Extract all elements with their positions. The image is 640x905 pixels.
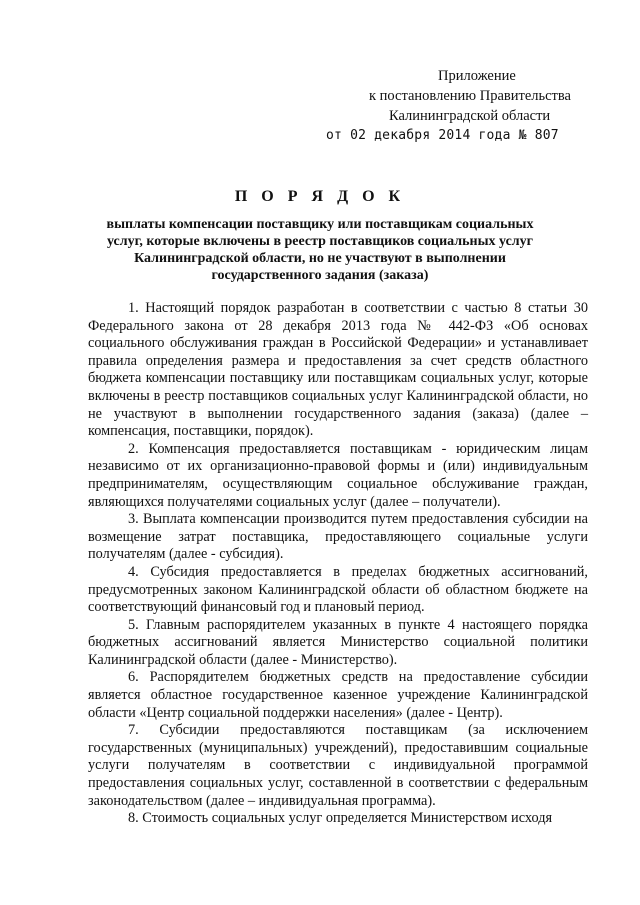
paragraph-5: 5. Главным распорядителем указанных в пункте 4 настоящего порядка бюджетных ассигнований является Министерство социальной политики Калининградской области (далее - Министерство). [88,616,588,668]
paragraph-7: 7. Субсидии предоставляются поставщикам (за исключением государственных (муниципальных) учреждений), предоставившим социальные услуги получателям в соответствии с индивидуальной программой предоставления социальных услуг, составленной в соответствии с федеральным законодательством (далее – индивидуальная программа). [88,722,588,809]
paragraph-8: 8. Стоимость социальных услуг определяется Министерством исходя [128,810,553,827]
subtitle-line: Калининградской области, но не участвуют в выполнении [134,251,506,266]
document-subtitle [100,216,540,284]
paragraph-1: 1. Настоящий порядок разработан в соответствии с частью 8 статьи 30 Федерального закона от 28 декабря 2013 года № 442-ФЗ «Об основах социального обслуживания граждан в Российской Федерации» и устанавливает правила определения размера и предоставления за счет средств областного бюджета компенсации поставщику или поставщикам социальных услуг, которые включены в реестр поставщиков социальных услуг Калининградской области, но не участвуют в выполнении государственного задания (заказа) (далее – компенсация, поставщики, порядок). [88,300,588,440]
subtitle-line: государственного задания (заказа) [211,268,429,283]
document-body [88,300,588,828]
paragraph-4: 4. Субсидия предоставляется в пределах бюджетных ассигнований, предусмотренных законом Калининградской области об областном бюджете на соответствующий финансовый год и плановый период. [88,563,588,616]
paragraph-2: 2. Компенсация предоставляется поставщикам - юридическим лицам независимо от их организационно-правовой формы и (или) индивидуальным предпринимателям, осуществляющим социальное обслуживание граждан, являющихся получателями социальных услуг (далее – получатели). [88,440,588,510]
document-title: П О Р Я Д О К [234,188,406,205]
paragraph-6: 6. Распорядителем бюджетных средств на предоставление субсидии является областное государственное казенное учреждение Калининградской области «Центр социальной поддержки населения» (далее - Центр). [88,669,588,721]
appendix-date-number: от 02 декабря 2014 года № 807 [326,128,559,143]
appendix-region: Калининградской области [389,108,551,124]
appendix-header [326,66,586,146]
appendix-label: Приложение [438,68,516,84]
subtitle-line: услуг, которые включены в реестр поставщиков социальных услуг [106,234,534,249]
appendix-resolution: к постановлению Правительства [369,88,571,104]
paragraph-3: 3. Выплата компенсации производится путем предоставления субсидии на возмещение затрат поставщика, предоставляющего социальные услуги получателям (далее - субсидия). [88,511,588,563]
subtitle-line: выплаты компенсации поставщику или поставщикам социальных [106,217,534,232]
